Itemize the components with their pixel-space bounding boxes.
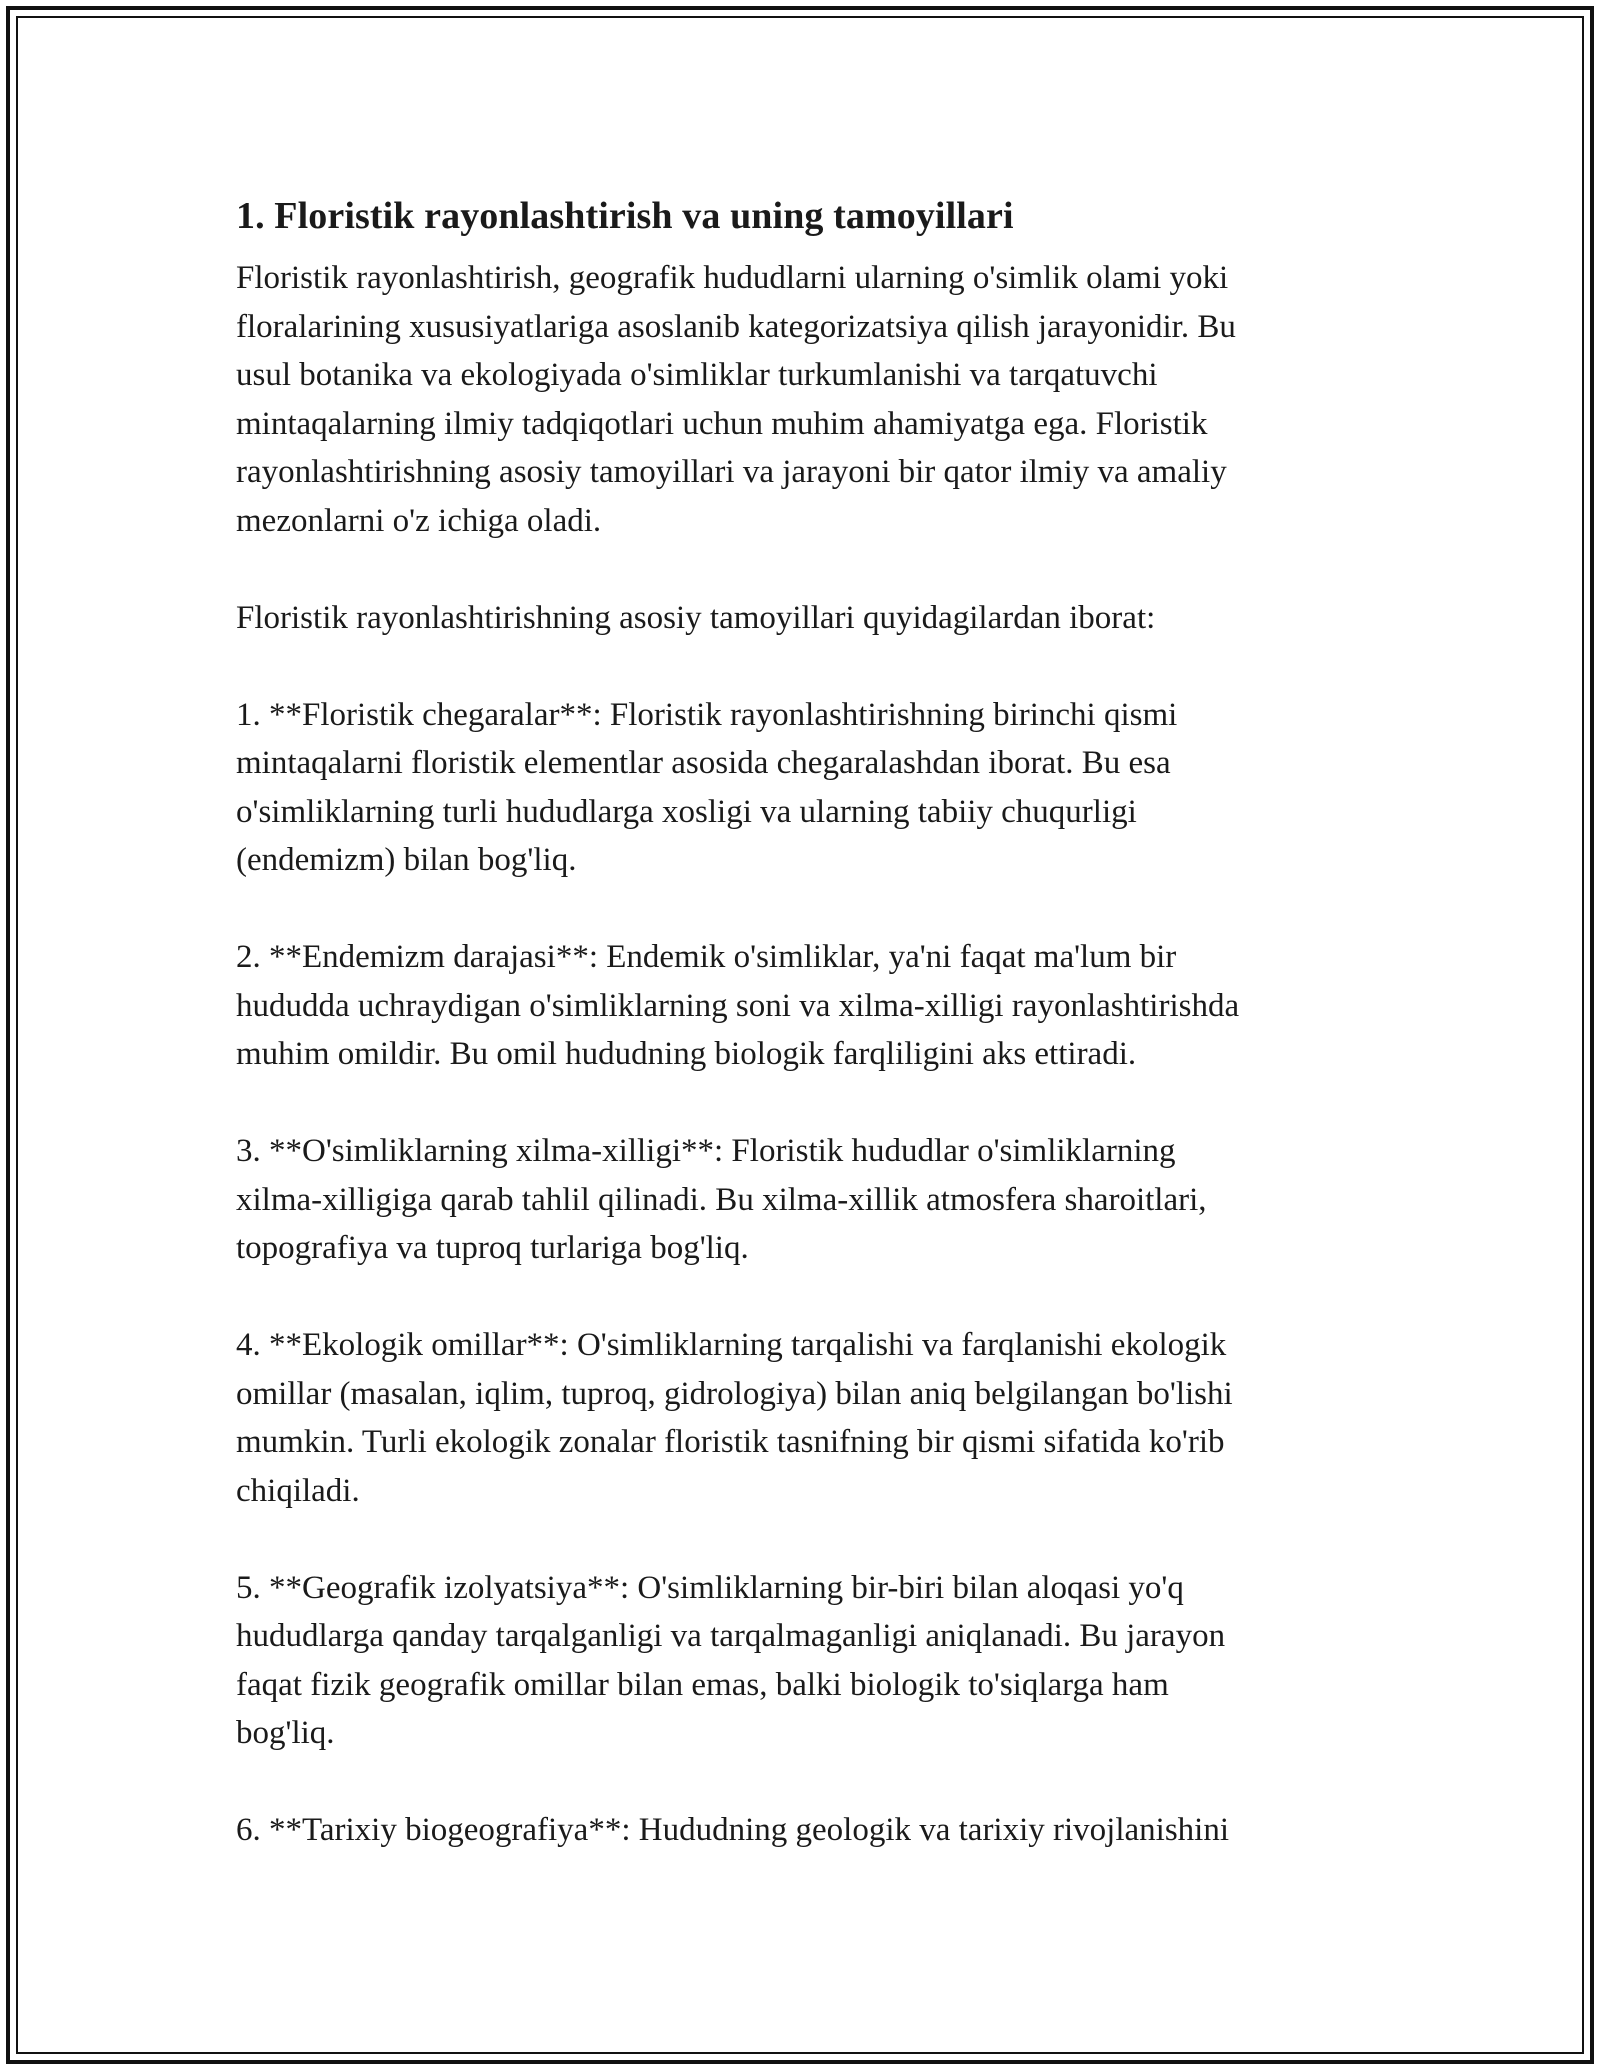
document-body <box>236 186 1364 1855</box>
section-heading: 1. Floristik rayonlashtirish va uning tamoyillari <box>236 195 1014 237</box>
intro-paragraph: Floristik rayonlashtirish, geografik hududlarni ularning o'simlik olami yoki floralarining xususiyatlariga asoslanib kategorizatsiya qilish jarayonidir. Bu usul botanika va ekologiyada o'simliklar turkumlanishi va tarqatuvchi mintaqalarning ilmiy tadqiqotlari uchun muhim ahamiyatga ega. Floristik rayonlashtirishning asosiy tamoyillari va jarayoni bir qator ilmiy va amaliy mezonlarni o'z ichiga oladi. <box>236 260 1236 539</box>
principle-item-3: 3. **O'simliklarning xilma-xilligi**: Floristik hududlar o'simliklarning xilma-xilligiga qarab tahlil qilinadi. Bu xilma-xillik atmosfera sharoitlari, topografiya va tuproq turlariga bog'liq. <box>236 1133 1207 1266</box>
principle-item-1: 1. **Floristik chegaralar**: Floristik rayonlashtirishning birinchi qismi mintaqalarni floristik elementlar asosida chegaralashdan iborat. Bu esa o'simliklarning turli hududlarga xosligi va ularning tabiiy chuqurligi (endemizm) bilan bog'liq. <box>236 696 1178 878</box>
principle-item-6: 6. **Tarixiy biogeografiya**: Hududning geologik va tarixiy rivojlanishini <box>236 1812 1230 1848</box>
principle-item-2: 2. **Endemizm darajasi**: Endemik o'simliklar, ya'ni faqat ma'lum bir hududda uchraydigan o'simliklarning soni va xilma-xilligi rayonlashtirishda muhim omildir. Bu omil hududning biologik farqliligini aks ettiradi. <box>236 939 1240 1072</box>
principles-lead: Floristik rayonlashtirishning asosiy tamoyillari quyidagilardan iborat: <box>236 599 1156 636</box>
principle-item-4: 4. **Ekologik omillar**: O'simliklarning tarqalishi va farqlanishi ekologik omillar (masalan, iqlim, tuproq, gidrologiya) bilan aniq belgilangan bo'lishi mumkin. Turli ekologik zonalar floristik tasnifning bir qismi sifatida ko'rib chiqiladi. <box>236 1327 1233 1509</box>
principle-item-5: 5. **Geografik izolyatsiya**: O'simliklarning bir-biri bilan aloqasi yo'q hududlarga qanday tarqalganligi va tarqalmaganligi aniqlanadi. Bu jarayon faqat fizik geografik omillar bilan emas, balki biologik to'siqlarga ham bog'liq. <box>236 1569 1226 1751</box>
